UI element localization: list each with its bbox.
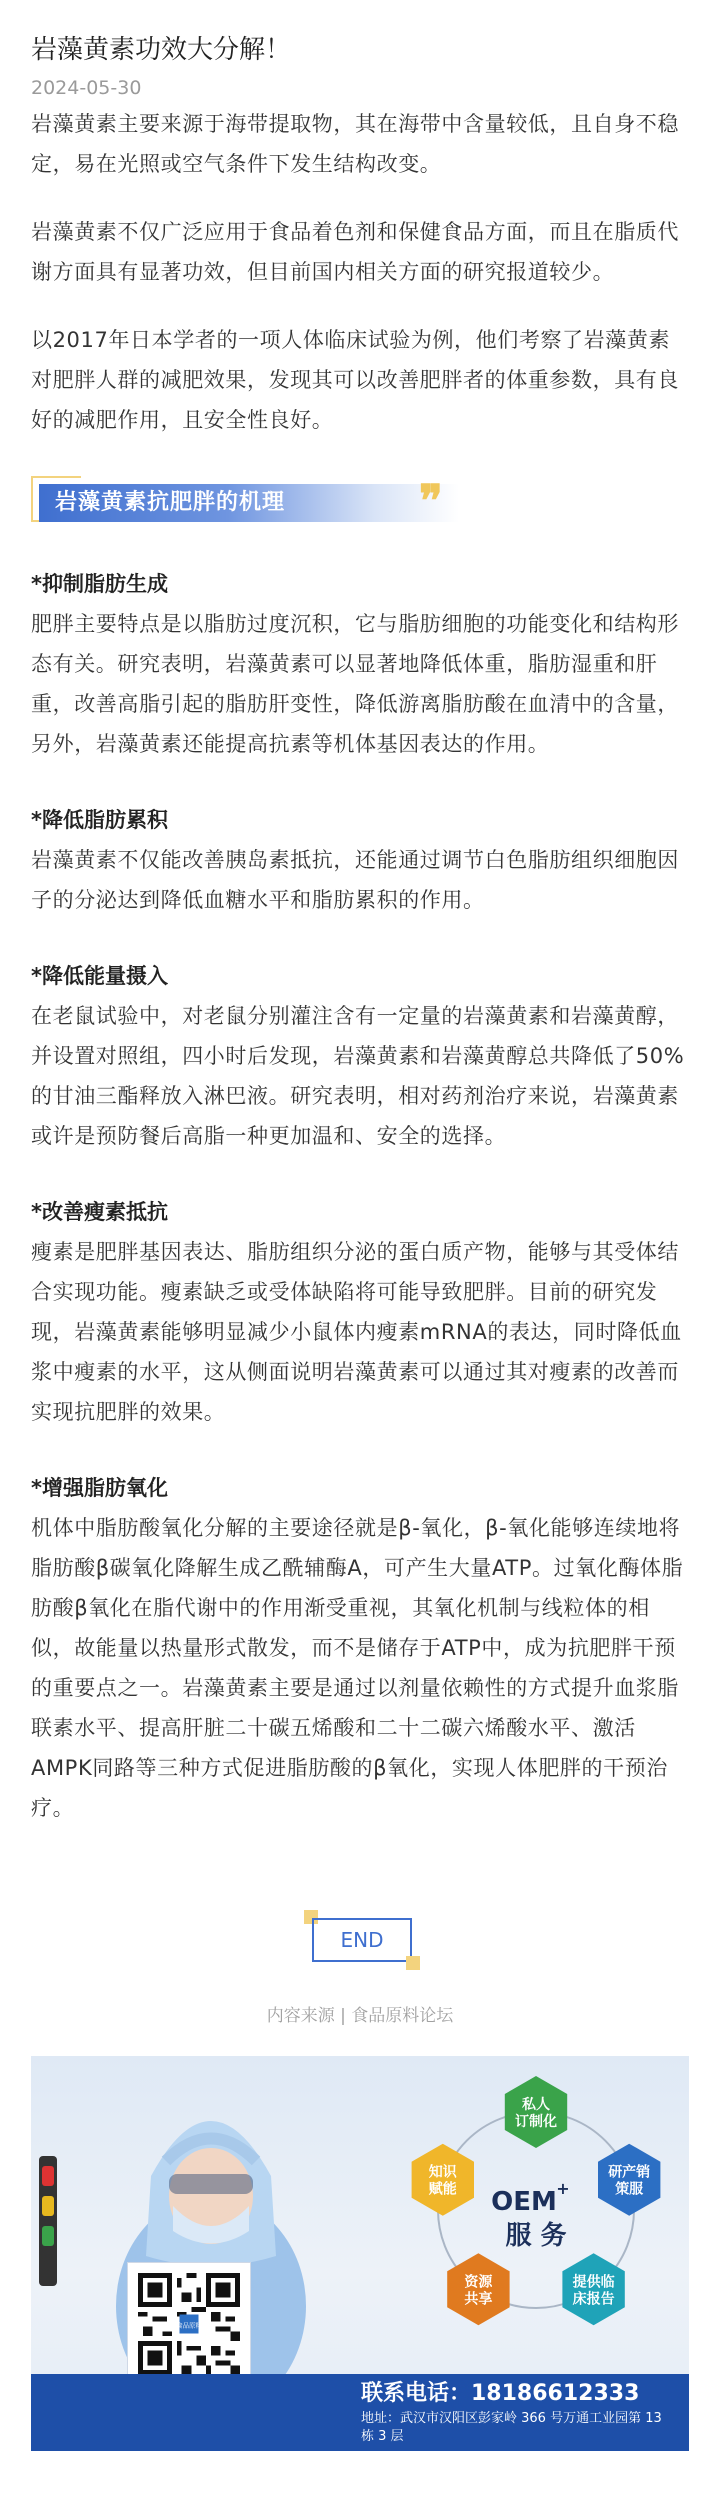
subsection [31, 1192, 689, 1432]
publish-date: 2024-05-30 [31, 77, 142, 99]
promo-banner[interactable] [31, 2056, 689, 2451]
service-segment-label: 床报告 [572, 2291, 615, 2308]
oem-plus: + [556, 2179, 570, 2198]
contact-address: 地址：武汉市汉阳区彭家岭 366 号万通工业园第 13 栋 3 层 [361, 2411, 662, 2444]
service-segment-label: 赋能 [428, 2181, 457, 2198]
service-segment-label: 提供临 [572, 2274, 615, 2291]
oem-subtitle: 服 务 [505, 2221, 567, 2251]
service-segment-label: 资源 [464, 2274, 493, 2291]
subsection [31, 1468, 689, 1828]
qr-logo-text: 食品原料 [176, 2322, 202, 2330]
contact-phone[interactable]: 联系电话：18186612333 [361, 2381, 640, 2406]
oem-service-wheel [401, 2070, 671, 2350]
subsection-body: 机体中脂肪酸氧化分解的主要途径就是β-氧化，β-氧化能够连续地将脂肪酸β碳氧化降解生成乙酰辅酶A，可产生大量ATP。过氧化酶体脂肪酸β氧化在脂代谢中的作用渐受重视，其氧化机制与线粒体的相似，故能量以热量形式散发，而不是储存于ATP中，成为抗肥胖干预的重要点之一。岩藻黄素主要是通过以剂量依赖性的方式提升血浆脂联素水平、提高肝脏二十碳五烯酸和二十二碳六烯酸水平、激活AMPK同路等三种方式促进脂肪酸的β氧化，实现人体肥胖的干预治疗。 [31, 1516, 684, 1820]
subsection-body: 岩藻黄素不仅能改善胰岛素抵抗，还能通过调节白色脂肪组织细胞因子的分泌达到降低血糖水平和脂肪累积的作用。 [31, 848, 679, 912]
oem-title: OEM [491, 2187, 557, 2217]
service-segment-label: 订制化 [515, 2114, 557, 2130]
subsection-heading: *增强脂肪氧化 [31, 1476, 168, 1500]
promo-contact-bar [31, 2374, 689, 2451]
subsection [31, 800, 689, 920]
section-title: 岩藻黄素抗肥胖的机理 [55, 490, 286, 515]
intro-paragraph: 岩藻黄素不仅广泛应用于食品着色剂和保健食品方面，而且在脂质代谢方面具有显著功效，但目前国内相关方面的研究报道较少。 [31, 220, 679, 284]
subsection [31, 956, 689, 1156]
service-segment-label: 共享 [464, 2291, 493, 2308]
service-segment-label: 策服 [615, 2181, 644, 2198]
quote-icon: ❞ [419, 476, 443, 527]
subsection [31, 564, 689, 764]
subsection-heading: *改善瘦素抵抗 [31, 1200, 168, 1224]
subsection-body: 在老鼠试验中，对老鼠分别灌注含有一定量的岩藻黄素和岩藻黄醇，并设置对照组，四小时后发现，岩藻黄素和岩藻黄醇总共降低了50%的甘油三酯释放入淋巴液。研究表明，相对药剂治疗来说，岩藻黄素或许是预防餐后高脂一种更加温和、安全的选择。 [31, 1004, 685, 1148]
service-segment-label: 私人 [522, 2097, 550, 2113]
service-segment-label: 研产销 [608, 2164, 651, 2181]
end-label: END [312, 1918, 412, 1962]
subsection-heading: *抑制脂肪生成 [31, 572, 168, 596]
content-source: 内容来源 | 食品原料论坛 [266, 2006, 454, 2026]
section-title-banner [31, 476, 461, 526]
end-marker [0, 1882, 720, 2002]
intro-paragraph: 以2017年日本学者的一项人体临床试验为例，他们考察了岩藻黄素对肥胖人群的减肥效果，发现其可以改善肥胖者的体重参数，具有良好的减肥作用，且安全性良好。 [31, 328, 679, 432]
end-corner-decoration [406, 1956, 420, 1970]
subsection-heading: *降低能量摄入 [31, 964, 168, 988]
article-title: 岩藻黄素功效大分解！ [31, 35, 292, 65]
subsection-body: 瘦素是肥胖基因表达、脂肪组织分泌的蛋白质产物，能够与其受体结合实现功能。瘦素缺乏或受体缺陷将可能导致肥胖。目前的研究发现，岩藻黄素能够明显减少小鼠体内瘦素mRNA的表达，同时降低血浆中瘦素的水平，这从侧面说明岩藻黄素可以通过其对瘦素的改善而实现抗肥胖的效果。 [31, 1240, 682, 1424]
status-lights-decoration [39, 2156, 57, 2286]
subsection-body: 肥胖主要特点是以脂肪过度沉积，它与脂肪细胞的功能变化和结构形态有关。研究表明，岩藻黄素可以显著地降低体重，脂肪湿重和肝重，改善高脂引起的脂肪肝变性，降低游离脂肪酸在血清中的含量，另外，岩藻黄素还能提高抗素等机体基因表达的作用。 [31, 612, 679, 756]
subsection-heading: *降低脂肪累积 [31, 808, 168, 832]
service-segment-label: 知识 [428, 2164, 457, 2181]
qr-code[interactable] [138, 2273, 240, 2375]
intro-paragraph: 岩藻黄素主要来源于海带提取物，其在海带中含量较低，且自身不稳定，易在光照或空气条件下发生结构改变。 [31, 112, 679, 176]
